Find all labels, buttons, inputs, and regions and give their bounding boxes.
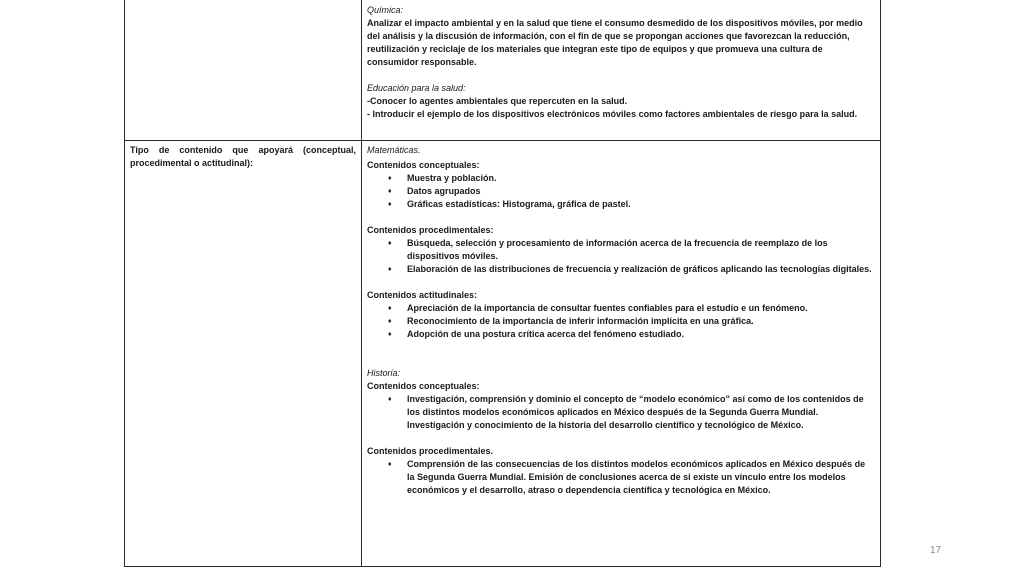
bottom-right-cell <box>367 144 875 497</box>
list-item: ♦ Gráficas estadísticas: Histograma, gráfica de pastel. <box>388 199 631 209</box>
list-item: ♦ Apreciación de la importancia de consultar fuentes confiables para el estudio e un fenómeno. <box>388 303 808 313</box>
bullet-icon: ♦ <box>388 188 392 195</box>
mat-conceptuales-list <box>367 172 875 211</box>
mat-actitudinales-list <box>367 302 875 341</box>
hist-conceptuales-heading: Contenidos conceptuales: <box>367 381 480 391</box>
mat-actitudinales-heading: Contenidos actitudinales: <box>367 290 478 300</box>
list-item: ♦ Reconocimiento de la importancia de inferir información implícita en una gráfica. <box>388 316 754 326</box>
list-item: ♦ Muestra y población. <box>388 173 497 183</box>
bullet-icon: ♦ <box>388 201 392 208</box>
bullet-icon: ♦ <box>388 305 392 312</box>
salud-heading: Educación para la salud: <box>367 83 466 93</box>
mat-procedimentales-heading: Contenidos procedimentales: <box>367 225 494 235</box>
table-row-divider <box>124 140 881 141</box>
bullet-icon: ♦ <box>388 461 392 468</box>
mat-procedimentales-list <box>367 237 875 276</box>
list-item: ♦ Investigación, comprensión y dominio el concepto de “modelo económico” así como de los contenidos de los distintos modelos económicos aplicados en México después de la Segunda Guerra Mundial. Investigación y conocimiento de la historia del desarrollo científico y tecnológico de México. <box>388 394 864 430</box>
mat-conceptuales-heading: Contenidos conceptuales: <box>367 160 480 170</box>
list-item: ♦ Comprensión de las consecuencias de los distintos modelos económicos aplicados en México después de la Segunda Guerra Mundial. Emisión de conclusiones acerca de si existe un vínculo entre los modelos económicos y el desarrollo, atraso o dependencia científica y tecnológica en México. <box>388 459 866 495</box>
salud-line-2: - Introducir el ejemplo de los dispositivos electrónicos móviles como factores ambientales de riesgo para la salud. <box>367 109 858 119</box>
quimica-text: Analizar el impacto ambiental y en la salud que tiene el consumo desmedido de los dispositivos móviles, por medio del análisis y la discusión de información, con el fin de que se propongan acciones que favorezcan la reducción, reutilización y reciclaje de los materiales que integran este tipo de equipos y que promueva una cultura de consumidor responsable. <box>367 18 863 67</box>
bullet-icon: ♦ <box>388 331 392 338</box>
list-item: ♦ Datos agrupados <box>388 186 481 196</box>
table-column-divider <box>361 0 362 567</box>
quimica-heading: Química: <box>367 5 404 15</box>
bullet-icon: ♦ <box>388 175 392 182</box>
matematicas-heading: Matemáticas. <box>367 145 421 155</box>
hist-conceptuales-list <box>367 393 875 432</box>
list-item: ♦ Elaboración de las distribuciones de frecuencia y realización de gráficos aplicando las tecnologías digitales. <box>388 264 872 274</box>
bullet-icon: ♦ <box>388 240 392 247</box>
bullet-icon: ♦ <box>388 266 392 273</box>
list-item: ♦ Búsqueda, selección y procesamiento de información acerca de la frecuencia de reemplazo de los dispositivos móviles. <box>388 238 828 261</box>
page-number: 17 <box>930 545 942 556</box>
hist-procedimentales-heading: Contenidos procedimentales. <box>367 446 494 456</box>
content-type-label: Tipo de contenido que apoyará (conceptual, procedimental o actitudinal): <box>130 145 356 168</box>
top-right-cell <box>367 4 875 121</box>
bullet-icon: ♦ <box>388 396 392 403</box>
hist-procedimentales-list <box>367 458 875 497</box>
list-item: ♦ Adopción de una postura crítica acerca del fenómeno estudiado. <box>388 329 685 339</box>
bullet-icon: ♦ <box>388 318 392 325</box>
historia-heading: Historia: <box>367 368 401 378</box>
salud-line-1: -Conocer lo agentes ambientales que repercuten en la salud. <box>367 96 628 106</box>
